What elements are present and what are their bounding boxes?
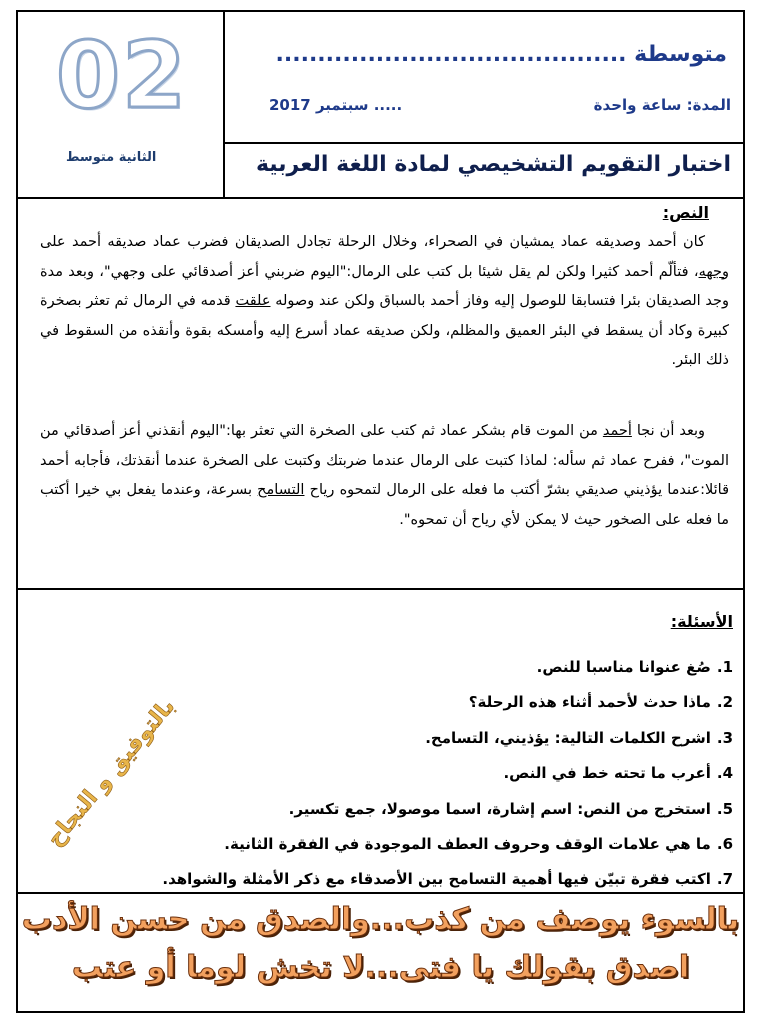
question-text: اكتب فقرة تبيّن فيها أهمية التسامح بين الأصدقاء مع ذكر الأمثلة والشواهد.: [162, 870, 711, 889]
good-luck-wish: بالتوفيق و النجاح: [42, 694, 181, 852]
question-number: 3.: [716, 728, 733, 747]
question-number: 1.: [716, 658, 733, 676]
p2-part-c: بسرعة، وعندما يفعل بي خيرا أكتب ما فعله على الصخور حيث لا يمكن لأي رياح أن تمحوه".: [40, 482, 729, 528]
school-name: متوسطة ..........................................: [275, 42, 727, 67]
question-item: [93, 827, 733, 862]
question-item: [93, 685, 733, 720]
paragraph-1: [40, 228, 729, 376]
questions-section: [18, 590, 743, 892]
p2-underlined-1: أحمد: [602, 423, 632, 439]
p1-part-a: كان أحمد وصديقه عماد يمشيان في الصحراء، وخلال الرحلة تجادل الصديقان فضرب عماد صديقه أحمد على: [40, 234, 705, 250]
header-left-panel: [18, 12, 225, 197]
exam-sheet: [16, 10, 745, 1013]
question-item: [93, 792, 733, 827]
question-text: ما هي علامات الوقف وحروف العطف الموجودة في الفقرة الثانية.: [224, 834, 711, 853]
header-info-row: [225, 12, 743, 144]
question-number: 7.: [716, 870, 733, 889]
question-number: 2.: [716, 693, 733, 712]
exam-date: ..... سبتمبر 2017: [269, 96, 403, 114]
question-number: 6.: [716, 834, 733, 853]
exam-number: 02: [56, 22, 189, 129]
text-label: النص:: [662, 203, 709, 222]
questions-list: [93, 650, 733, 898]
proverb-line-2: اصدق بقولك يا فتى...لا تخش لوما أو عتب: [71, 950, 690, 985]
exam-duration: المدة: ساعة واحدة: [593, 96, 731, 114]
header-right-panel: [225, 12, 743, 197]
question-text: استخرج من النص: اسم إشارة، اسما موصولا، جمع تكسير.: [288, 799, 711, 818]
question-item: [93, 721, 733, 756]
p1-part-c: قدمه في الرمال ثم تعثر بصخرة كبيرة وكاد أن يسقط في البئر العميق والمظلم، ولكن صديقه عماد أسرع إليه وأمسكه بقوة وأنقذه من السقوط في ذلك البئر.: [40, 293, 729, 368]
proverb-line-1: بالسوء يوصف من كذب...والصدق من حسن الأدب: [21, 902, 740, 937]
question-text: ماذا حدث لأحمد أثناء هذه الرحلة؟: [468, 693, 711, 712]
question-text: أعرب ما تحته خط في النص.: [503, 764, 711, 783]
question-number: 4.: [716, 764, 733, 783]
paragraph-2: [40, 417, 729, 535]
p2-part-a: وبعد أن نجا: [631, 423, 705, 439]
question-text: اشرح الكلمات التالية: يؤذيني، التسامح.: [425, 728, 711, 747]
p2-underlined-2: التسامح: [257, 482, 305, 498]
exam-title: اختبار التقويم التشخيصي لمادة اللغة العربية: [255, 152, 731, 177]
question-text: صُغ عنوانا مناسبا للنص.: [536, 658, 711, 676]
question-number: 5.: [716, 799, 733, 818]
p1-underlined-1: وجهه: [698, 263, 729, 280]
text-section: [18, 197, 743, 590]
p1-underlined-2: علقت: [235, 293, 271, 309]
question-item: [93, 650, 733, 685]
question-item: [93, 756, 733, 791]
proverb-section: [18, 892, 743, 1013]
class-level: الثانية متوسط: [66, 150, 157, 165]
p2-part-b: من الموت قام بشكر عماد ثم كتب على الصخرة التي تعثر بها:"اليوم أنقذني أعز أصدقائي من الموت"، ففرح عماد ثم سأله: لماذا كتبت على الرمال عندما ضربتك وكتبت على الصخرة عندما أنقذتك، فأجابه أحمد قائلا:عندما يؤذيني صديقي بشرّ أكتب ما فعله على الرمال لتمحوه رياح: [40, 423, 729, 498]
p1-part-b: ، فتألّم أحمد كثيرا ولكن لم يقل شيئا بل كتب على الرمال:"اليوم ضربني أعز أصدقائي على وجهي"، وبعد مدة وجد الصديقان بئرا فتسابقا للوصول إليه وفاز أحمد بالسباق ولكن عند وصوله: [40, 263, 729, 309]
header: [18, 12, 743, 197]
questions-label: الأسئلة:: [670, 612, 733, 631]
